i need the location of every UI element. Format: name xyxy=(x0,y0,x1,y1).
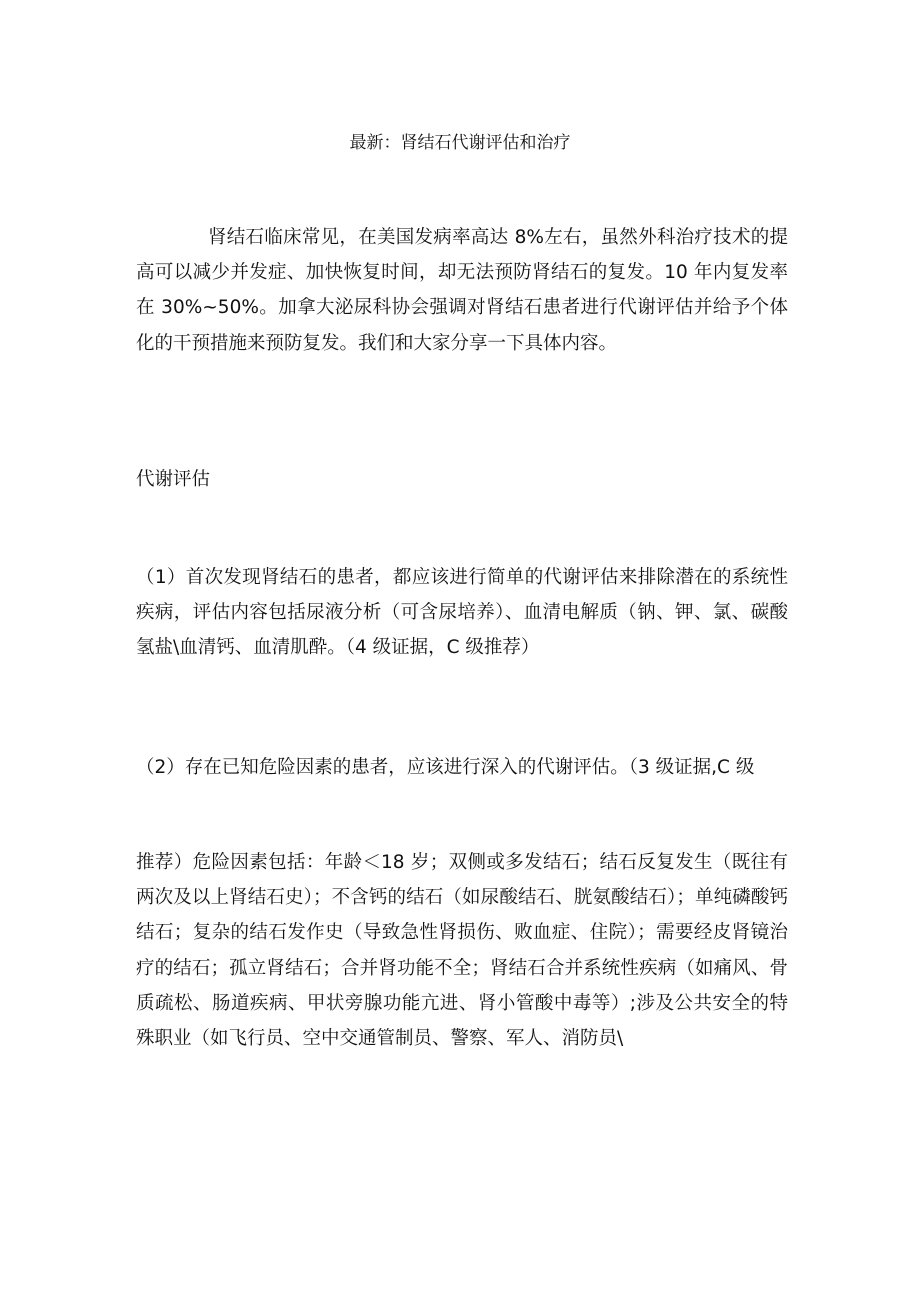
section-heading: 代谢评估 xyxy=(136,469,211,490)
item-2-continuation-paragraph: 推荐）危险因素包括：年龄＜18 岁；双侧或多发结石；结石反复发生（既往有两次及以上肾结石史）；不含钙的结石（如尿酸结石、胱氨酸结石）；单纯磷酸钙结石；复杂的结石发作史（导致急性肾损伤、败血症、住院）；需要经皮肾镜治疗的结石；孤立肾结石；合并肾功能不全；肾结石合并系统性疾病（如痛风、骨质疏松、肠道疾病、甲状旁腺功能亢进、肾小管酸中毒等）;涉及公共安全的特殊职业（如飞行员、空中交通管制员、警察、军人、消防员\ xyxy=(136,852,788,1050)
item-1-paragraph: （1）首次发现肾结石的患者，都应该进行简单的代谢评估来排除潜在的系统性疾病，评估内容包括尿液分析（可含尿培养）、血清电解质（钠、钾、氯、碳酸氢盐\血清钙、血清肌酔。（4 级证据，C 级推荐） xyxy=(136,567,788,659)
intro-paragraph: 肾结石临床常见，在美国发病率高达 8%左右，虽然外科治疗技术的提高可以减少并发症、加快恢复时间，却无法预防肾结石的复发。10 年内复发率在 30%~50%。加拿大泌尿科协会强调对肾结石患者进行代谢评估并给予个体化的干预措施来预防复发。我们和大家分享一下具体内容。 xyxy=(136,227,788,354)
document-title: 最新：肾结石代谢评估和治疗 xyxy=(349,133,571,153)
item-2-paragraph: （2）存在已知危险因素的患者，应该进行深入的代谢评估。（3 级证据,C 级 xyxy=(136,757,755,778)
